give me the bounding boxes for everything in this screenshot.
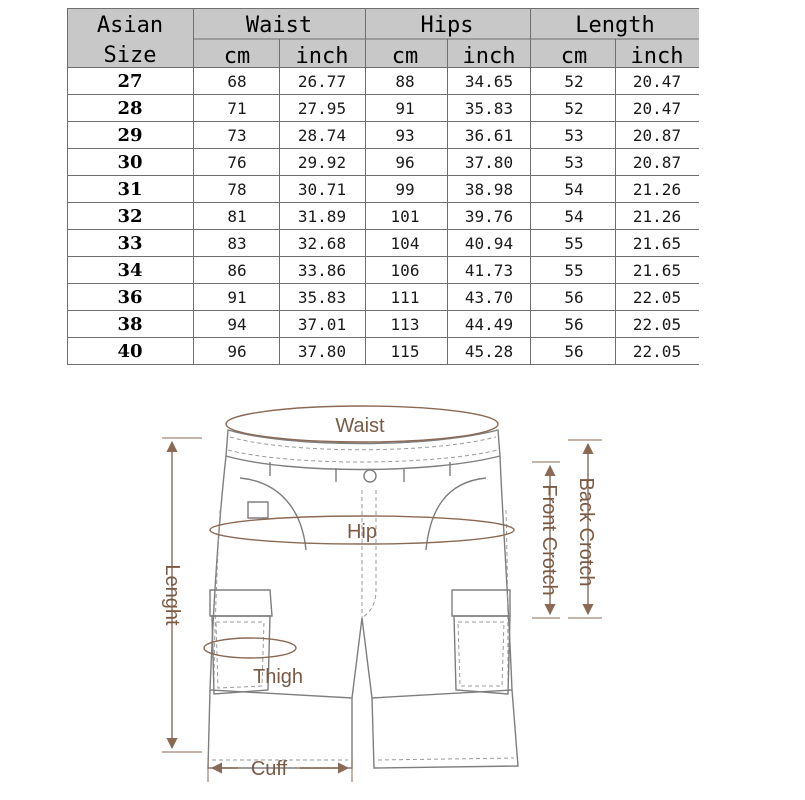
header-hips-cm: cm bbox=[391, 44, 419, 69]
measurement-cell: 83 bbox=[227, 234, 247, 253]
measurement-cell: 54 bbox=[564, 180, 584, 199]
measurement-cell: 56 bbox=[564, 315, 584, 334]
measurement-cell: 36.61 bbox=[464, 126, 514, 145]
table-body bbox=[117, 71, 681, 362]
measurement-cell: 22.05 bbox=[632, 342, 682, 361]
measurement-cell: 20.87 bbox=[632, 126, 682, 145]
measurement-diagram bbox=[140, 390, 620, 790]
size-cell: 33 bbox=[117, 233, 143, 254]
measurement-cell: 115 bbox=[390, 342, 420, 361]
measurement-cell: 96 bbox=[395, 153, 415, 172]
measurement-cell: 56 bbox=[564, 342, 584, 361]
measurement-cell: 111 bbox=[390, 288, 420, 307]
measurement-cell: 38.98 bbox=[464, 180, 514, 199]
header-length: Length bbox=[575, 13, 655, 38]
measurement-cell: 113 bbox=[390, 315, 420, 334]
header-asian: Asian bbox=[96, 13, 164, 38]
size-cell: 40 bbox=[117, 341, 143, 362]
measurement-cell: 55 bbox=[564, 234, 584, 253]
measurement-cell: 96 bbox=[227, 342, 247, 361]
thigh-label: Thigh bbox=[252, 666, 304, 688]
header-hips: Hips bbox=[420, 13, 474, 38]
size-cell: 28 bbox=[117, 98, 143, 119]
measurement-cell: 91 bbox=[227, 288, 247, 307]
measurement-cell: 30.71 bbox=[297, 180, 347, 199]
length-label: Lenght bbox=[161, 564, 183, 626]
measurement-cell: 33.86 bbox=[297, 261, 347, 280]
measurement-cell: 37.80 bbox=[464, 153, 514, 172]
measurement-cell: 37.01 bbox=[297, 315, 347, 334]
measurement-cell: 26.77 bbox=[297, 72, 347, 91]
measurement-cell: 52 bbox=[564, 72, 584, 91]
size-cell: 29 bbox=[117, 125, 143, 146]
measurement-guides bbox=[162, 406, 602, 782]
header-size: Size bbox=[103, 43, 157, 68]
shorts-sketch bbox=[208, 430, 518, 768]
measurement-cell: 32.68 bbox=[297, 234, 347, 253]
size-cell: 27 bbox=[117, 71, 143, 92]
header-length-inch: inch bbox=[630, 44, 684, 69]
size-cell: 36 bbox=[117, 287, 143, 308]
measurement-cell: 37.80 bbox=[297, 342, 347, 361]
measurement-cell: 68 bbox=[227, 72, 247, 91]
measurement-cell: 104 bbox=[390, 234, 420, 253]
measurement-cell: 55 bbox=[564, 261, 584, 280]
measurement-cell: 52 bbox=[564, 99, 584, 118]
measurement-cell: 71 bbox=[227, 99, 247, 118]
cuff-label: Cuff bbox=[250, 758, 288, 780]
header-hips-inch: inch bbox=[462, 44, 516, 69]
measurement-cell: 21.65 bbox=[632, 234, 682, 253]
measurement-cell: 41.73 bbox=[464, 261, 514, 280]
size-cell: 30 bbox=[117, 152, 143, 173]
measurement-cell: 106 bbox=[390, 261, 420, 280]
measurement-cell: 21.26 bbox=[632, 180, 682, 199]
measurement-cell: 20.47 bbox=[632, 72, 682, 91]
header-waist-inch: inch bbox=[295, 44, 349, 69]
measurement-cell: 35.83 bbox=[464, 99, 514, 118]
measurement-cell: 28.74 bbox=[297, 126, 347, 145]
back-crotch-label: Back Crotch bbox=[575, 477, 597, 587]
waist-label: Waist bbox=[335, 415, 385, 437]
measurement-cell: 101 bbox=[390, 207, 420, 226]
measurement-cell: 91 bbox=[395, 99, 415, 118]
measurement-cell: 35.83 bbox=[297, 288, 347, 307]
measurement-cell: 73 bbox=[227, 126, 247, 145]
measurement-cell: 29.92 bbox=[297, 153, 347, 172]
size-cell: 31 bbox=[117, 179, 143, 200]
measurement-cell: 27.95 bbox=[297, 99, 347, 118]
size-cell: 34 bbox=[117, 260, 143, 281]
measurement-cell: 39.76 bbox=[464, 207, 514, 226]
measurement-cell: 81 bbox=[227, 207, 247, 226]
header-waist: Waist bbox=[245, 13, 313, 38]
measurement-cell: 86 bbox=[227, 261, 247, 280]
measurement-cell: 88 bbox=[395, 72, 415, 91]
size-cell: 32 bbox=[117, 206, 143, 227]
measurement-cell: 45.28 bbox=[464, 342, 514, 361]
measurement-cell: 40.94 bbox=[464, 234, 514, 253]
measurement-cell: 22.05 bbox=[632, 288, 682, 307]
measurement-cell: 34.65 bbox=[464, 72, 514, 91]
measurement-cell: 78 bbox=[227, 180, 247, 199]
measurement-cell: 94 bbox=[227, 315, 247, 334]
size-chart-table bbox=[67, 8, 699, 365]
header-length-cm: cm bbox=[560, 44, 588, 69]
header-waist-cm: cm bbox=[223, 44, 251, 69]
measurement-cell: 22.05 bbox=[632, 315, 682, 334]
measurement-cell: 99 bbox=[395, 180, 415, 199]
measurement-cell: 54 bbox=[564, 207, 584, 226]
measurement-cell: 93 bbox=[395, 126, 415, 145]
measurement-cell: 20.87 bbox=[632, 153, 682, 172]
measurement-cell: 44.49 bbox=[464, 315, 514, 334]
measurement-cell: 56 bbox=[564, 288, 584, 307]
button-icon bbox=[364, 470, 376, 482]
measurement-cell: 31.89 bbox=[297, 207, 347, 226]
measurement-cell: 76 bbox=[227, 153, 247, 172]
measurement-cell: 53 bbox=[564, 153, 584, 172]
front-crotch-label: Front Crotch bbox=[538, 484, 560, 596]
measurement-cell: 21.26 bbox=[632, 207, 682, 226]
measurement-cell: 20.47 bbox=[632, 99, 682, 118]
size-cell: 38 bbox=[117, 314, 143, 335]
hip-label: Hip bbox=[346, 521, 378, 543]
measurement-cell: 21.65 bbox=[632, 261, 682, 280]
measurement-cell: 43.70 bbox=[464, 288, 514, 307]
measurement-cell: 53 bbox=[564, 126, 584, 145]
